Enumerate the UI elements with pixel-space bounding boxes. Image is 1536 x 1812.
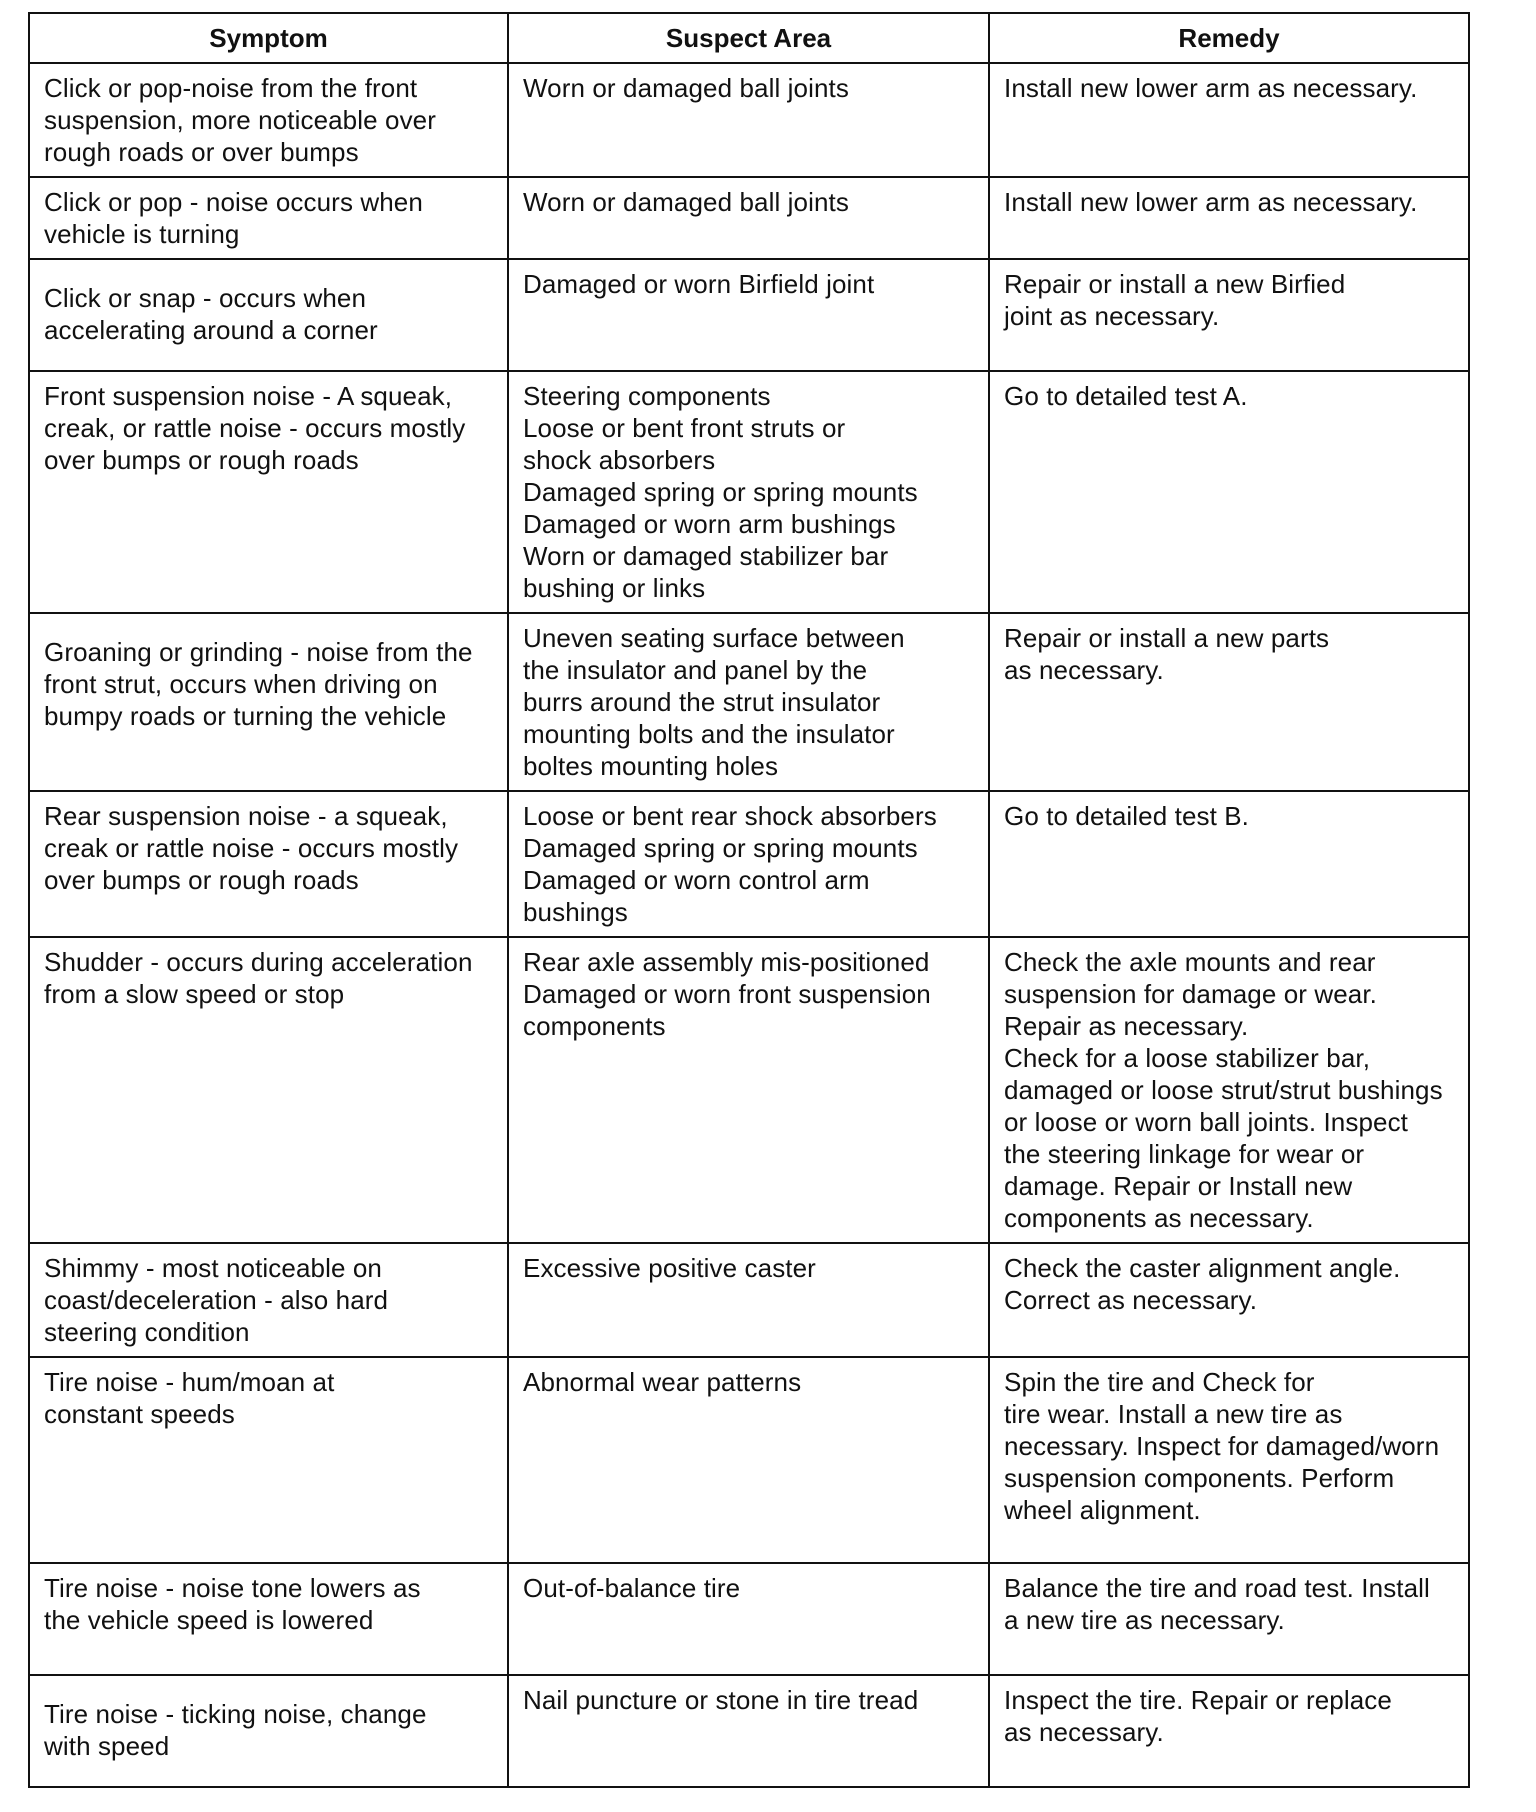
- remedy-cell: Check the axle mounts and rear suspension for damage or wear. Repair as necessary. Check for a loose stabilizer bar, damaged or loose strut/strut bushings or loose or worn ball joints. Inspect the steering linkage for wear or damage. Repair or Install new components as necessary.: [989, 937, 1469, 1243]
- table-row: [29, 177, 1469, 259]
- suspect-area-cell: Worn or damaged ball joints: [508, 177, 989, 259]
- suspect-area-cell: Rear axle assembly mis-positioned Damaged or worn front suspension components: [508, 937, 989, 1243]
- remedy-cell: Repair or install a new parts as necessary.: [989, 613, 1469, 791]
- remedy-cell: Spin the tire and Check for tire wear. Install a new tire as necessary. Inspect for damaged/worn suspension components. Perform wheel alignment.: [989, 1357, 1469, 1563]
- symptom-cell: Click or pop-noise from the front suspension, more noticeable over rough roads or over bumps: [29, 63, 508, 177]
- symptom-cell: Tire noise - ticking noise, change with speed: [29, 1675, 508, 1787]
- symptom-cell: Groaning or grinding - noise from the front strut, occurs when driving on bumpy roads or turning the vehicle: [29, 613, 508, 791]
- symptom-cell: Tire noise - hum/moan at constant speeds: [29, 1357, 508, 1563]
- table-row: [29, 937, 1469, 1243]
- remedy-cell: Inspect the tire. Repair or replace as necessary.: [989, 1675, 1469, 1787]
- suspect-area-cell: Abnormal wear patterns: [508, 1357, 989, 1563]
- header-symptom: Symptom: [29, 13, 508, 63]
- suspect-area-cell: Loose or bent rear shock absorbers Damaged spring or spring mounts Damaged or worn control arm bushings: [508, 791, 989, 937]
- remedy-cell: Check the caster alignment angle. Correct as necessary.: [989, 1243, 1469, 1357]
- diagnosis-sheet: [28, 12, 1468, 1788]
- suspect-area-cell: Worn or damaged ball joints: [508, 63, 989, 177]
- table-row: [29, 791, 1469, 937]
- symptom-cell: Rear suspension noise - a squeak, creak or rattle noise - occurs mostly over bumps or rough roads: [29, 791, 508, 937]
- table-row: [29, 1675, 1469, 1787]
- remedy-cell: Balance the tire and road test. Install a new tire as necessary.: [989, 1563, 1469, 1675]
- header-row: [29, 13, 1469, 63]
- symptom-cell: Shudder - occurs during acceleration from a slow speed or stop: [29, 937, 508, 1243]
- table-row: [29, 371, 1469, 613]
- diagnosis-table: [28, 12, 1470, 1788]
- suspect-area-cell: Out-of-balance tire: [508, 1563, 989, 1675]
- table-row: [29, 1243, 1469, 1357]
- suspect-area-cell: Excessive positive caster: [508, 1243, 989, 1357]
- table-row: [29, 613, 1469, 791]
- remedy-cell: Repair or install a new Birfied joint as necessary.: [989, 259, 1469, 371]
- table-row: [29, 1357, 1469, 1563]
- suspect-area-cell: Steering components Loose or bent front struts or shock absorbers Damaged spring or spring mounts Damaged or worn arm bushings Worn or damaged stabilizer bar bushing or links: [508, 371, 989, 613]
- suspect-area-cell: Nail puncture or stone in tire tread: [508, 1675, 989, 1787]
- suspect-area-cell: Uneven seating surface between the insulator and panel by the burrs around the strut insulator mounting bolts and the insulator boltes mounting holes: [508, 613, 989, 791]
- remedy-cell: Go to detailed test B.: [989, 791, 1469, 937]
- remedy-cell: Install new lower arm as necessary.: [989, 177, 1469, 259]
- header-suspect-area: Suspect Area: [508, 13, 989, 63]
- suspect-area-cell: Damaged or worn Birfield joint: [508, 259, 989, 371]
- symptom-cell: Tire noise - noise tone lowers as the vehicle speed is lowered: [29, 1563, 508, 1675]
- table-row: [29, 63, 1469, 177]
- symptom-cell: Click or snap - occurs when accelerating around a corner: [29, 259, 508, 371]
- table-row: [29, 259, 1469, 371]
- symptom-cell: Shimmy - most noticeable on coast/deceleration - also hard steering condition: [29, 1243, 508, 1357]
- remedy-cell: Install new lower arm as necessary.: [989, 63, 1469, 177]
- symptom-cell: Click or pop - noise occurs when vehicle is turning: [29, 177, 508, 259]
- header-remedy: Remedy: [989, 13, 1469, 63]
- remedy-cell: Go to detailed test A.: [989, 371, 1469, 613]
- table-row: [29, 1563, 1469, 1675]
- symptom-cell: Front suspension noise - A squeak, creak, or rattle noise - occurs mostly over bumps or rough roads: [29, 371, 508, 613]
